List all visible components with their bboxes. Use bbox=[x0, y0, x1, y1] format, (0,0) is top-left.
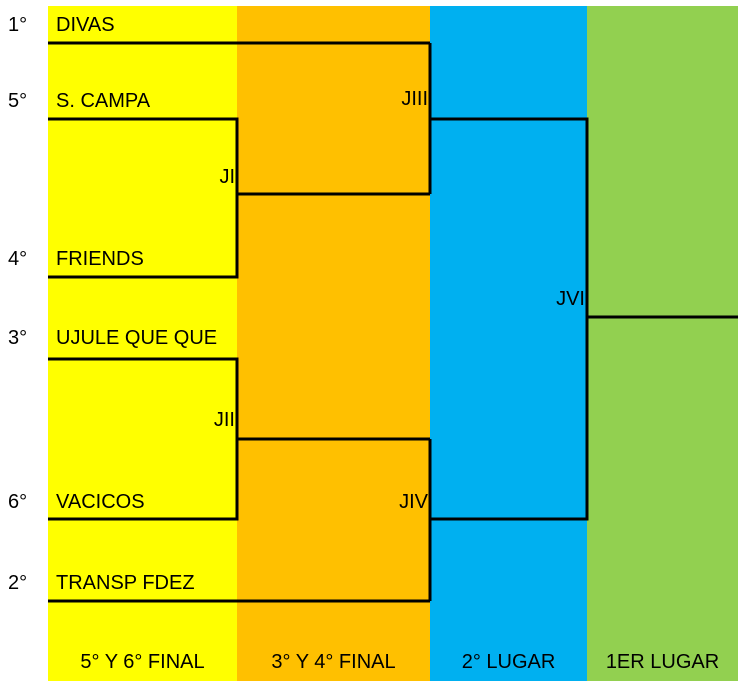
team-name: VACICOS bbox=[56, 491, 145, 513]
team-name: FRIENDS bbox=[56, 248, 144, 270]
column-label-5-6-final: 5° Y 6° FINAL bbox=[80, 651, 205, 673]
column-label-1st-place: 1ER LUGAR bbox=[605, 651, 720, 673]
rank-label: 4° bbox=[8, 248, 28, 270]
team-name: TRANSP FDEZ bbox=[56, 572, 195, 594]
rank-label: 3° bbox=[8, 327, 28, 349]
match-label-jiv: JIV bbox=[399, 491, 428, 513]
rank-label: 1° bbox=[8, 14, 28, 36]
line-jvi bbox=[430, 119, 587, 519]
team-name: S. CAMPA bbox=[56, 90, 151, 112]
team-name: DIVAS bbox=[56, 14, 115, 36]
match-label-jvi: JVI bbox=[556, 288, 585, 310]
team-name: UJULE QUE QUE bbox=[56, 327, 218, 349]
rank-label: 5° bbox=[8, 90, 28, 112]
column-label-2nd-place: 2° LUGAR bbox=[461, 651, 556, 673]
match-label-jiii: JIII bbox=[401, 88, 428, 110]
match-label-jii: JII bbox=[213, 409, 235, 431]
column-label-3-4-final: 3° Y 4° FINAL bbox=[271, 651, 396, 673]
rank-label: 6° bbox=[8, 491, 28, 513]
rank-label: 2° bbox=[8, 572, 28, 594]
match-label-ji: JI bbox=[219, 166, 235, 188]
